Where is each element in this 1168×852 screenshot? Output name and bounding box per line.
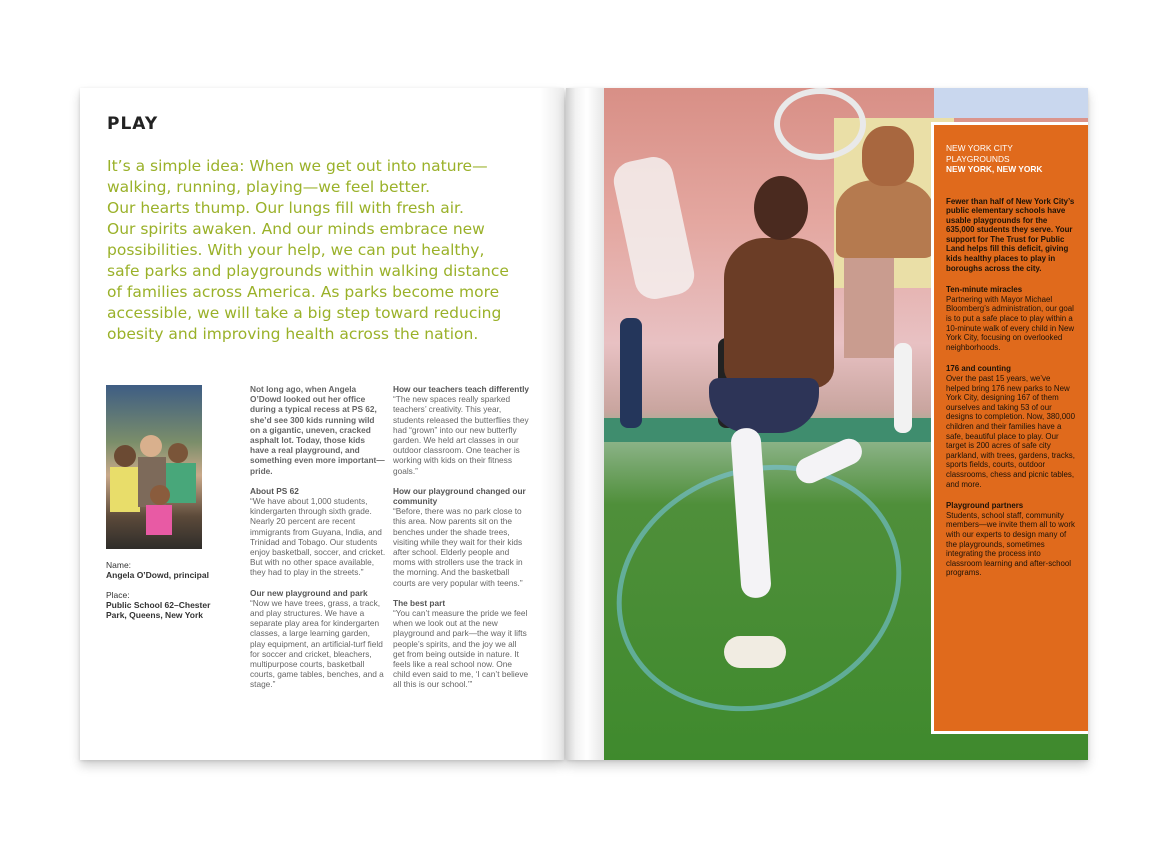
section-text: “You can’t measure the pride we feel when we look out at the new playground and park—the way it lifts people’s spirits, and the joy we all get from being outside in nature. It feels like a real school now. One child even said to me, ‘I can’t believe all this is our school.’” xyxy=(393,608,529,690)
intro-line: walking, running, playing—we feel better. xyxy=(107,178,431,196)
left-page xyxy=(80,88,564,760)
section-heading: How our teachers teach differently xyxy=(393,384,530,394)
sidebar-lead: Fewer than half of New York City’s public elementary schools have usable playgrounds for the 635,000 students they serve. Your support for The Trust for Public Land helps fill this deficit, giving kids healthy places to play in boroughs across the city. xyxy=(946,196,1075,273)
gutter-shadow xyxy=(540,88,564,760)
section-heading: How our playground changed our community xyxy=(393,485,526,507)
caption-name-value: Angela O’Dowd, principal xyxy=(106,570,209,580)
section-heading: The best part xyxy=(393,597,446,608)
child-shoe xyxy=(724,636,786,668)
section-text: “The new spaces really sparked teachers’ creativity. This year, students released the butterflies they had “grown” into our new butterfly garden. We held art classes in our outdoor classroom. One teacher is working with kids on their fitness goals.” xyxy=(393,394,529,476)
mural-runner xyxy=(610,153,698,302)
mural-face xyxy=(862,126,914,186)
intro-line: accessible, we will take a big step toward reducing xyxy=(107,304,502,322)
orange-sidebar xyxy=(931,122,1088,734)
photo-face xyxy=(114,445,136,467)
photo-figure xyxy=(110,467,140,512)
sidebar-kicker: PLAYGROUNDS xyxy=(946,153,1010,164)
caption-name-label: Name: xyxy=(106,560,132,570)
sidebar-text: Students, school staff, community members—we invite them all to work with our experts to design many of the playgrounds, sometimes integrating the process into classroom learning and after-school programs. xyxy=(946,510,1075,578)
intro-line: It’s a simple idea: When we get out into nature— xyxy=(107,157,488,175)
section-text: “Now we have trees, grass, a track, and play structures. We have a separate play area for kindergarten classes, a large learning garden, play equipment, an artificial-turf field for soccer and cricket, bleachers, multipurpose courts, basketball courts, game tables, benches, and a stage.” xyxy=(250,597,384,690)
right-page xyxy=(566,88,1088,760)
sidebar-location: NEW YORK, NEW YORK xyxy=(946,164,1043,174)
page-title: PLAY xyxy=(107,114,159,134)
mural-boxer xyxy=(836,180,934,258)
sidebar-heading: Playground partners xyxy=(946,501,1024,511)
photo-face xyxy=(168,443,188,463)
section-heading: Our new playground and park xyxy=(250,587,368,598)
section-text: “Before, there was no park close to this area. Now parents sit on the benches under the shade trees, visiting while they wait for their kids after school. Elderly people and moms with strollers use the track in the morning. And the basketball courts are very popular with teens.” xyxy=(393,506,523,588)
intro-line: of families across America. As parks become more xyxy=(107,283,500,301)
photo-face xyxy=(140,435,162,457)
caption-place-label: Place: xyxy=(106,590,130,600)
sidebar-heading: Ten-minute miracles xyxy=(946,285,1023,295)
intro-line: obesity and improving health across the nation. xyxy=(107,325,479,343)
interview-column-1 xyxy=(250,384,386,700)
sidebar-heading: 176 and counting xyxy=(946,364,1011,374)
section-text: “We have about 1,000 students, kindergarten through sixth grade. Nearly 20 percent are recent immigrants from Guyana, India, and Trinidad and Tobago. Our students enjoy basketball, soccer, and cricket. But with no other space available, they had to play in the streets.” xyxy=(250,496,386,578)
sidebar-kicker: NEW YORK CITY xyxy=(946,143,1013,153)
intro-paragraph xyxy=(107,156,537,345)
photo-figure xyxy=(166,463,196,503)
interview-lead: Not long ago, when Angela O’Dowd looked out her office during a typical recess at PS 62, she’d see 300 kids running wild on a gigantic, uneven, cracked asphalt lot. Today, those kids have a real playground, and something even more important—pride. xyxy=(250,384,385,476)
school-door xyxy=(844,258,894,358)
intro-line: Our hearts thump. Our lungs fill with fresh air. xyxy=(107,199,464,217)
section-heading: About PS 62 xyxy=(250,485,299,496)
intro-line: safe parks and playgrounds within walking distance xyxy=(107,262,509,280)
photo-caption xyxy=(106,560,216,620)
bystander-figure xyxy=(620,318,642,428)
intro-line: possibilities. With your help, we can put healthy, xyxy=(107,241,485,259)
sidebar-text: Over the past 15 years, we’ve helped bring 176 new parks to New York City, designing 167 of them ourselves and taking 53 of our designs to completion. Now, 380,000 children and their families have a safe, beautiful place to play. Our target is 200 acres of safe city parkland, with trees, gardens, tracks, sports fields, courts, outdoor classrooms, chess and picnic tables, and more. xyxy=(946,374,1075,489)
child-jacket xyxy=(724,238,834,388)
interview-column-2 xyxy=(393,384,529,700)
photo-figure xyxy=(146,505,172,535)
photo-sky xyxy=(934,88,1088,118)
mural-racket xyxy=(774,88,866,160)
page-binding xyxy=(566,88,604,760)
photo-face xyxy=(150,485,170,505)
child-head xyxy=(754,176,808,240)
bystander-figure xyxy=(894,343,912,433)
child-skirt xyxy=(709,378,819,433)
caption-place-value: Public School 62–Chester Park, Queens, New York xyxy=(106,600,211,620)
intro-line: Our spirits awaken. And our minds embrace new xyxy=(107,220,485,238)
sidebar-text: Partnering with Mayor Michael Bloomberg’s administration, our goal is to put a safe place to play within a 10-minute walk of every child in New York City, focusing on overlooked neighborhoods. xyxy=(946,294,1075,352)
principal-group-photo xyxy=(106,385,202,549)
